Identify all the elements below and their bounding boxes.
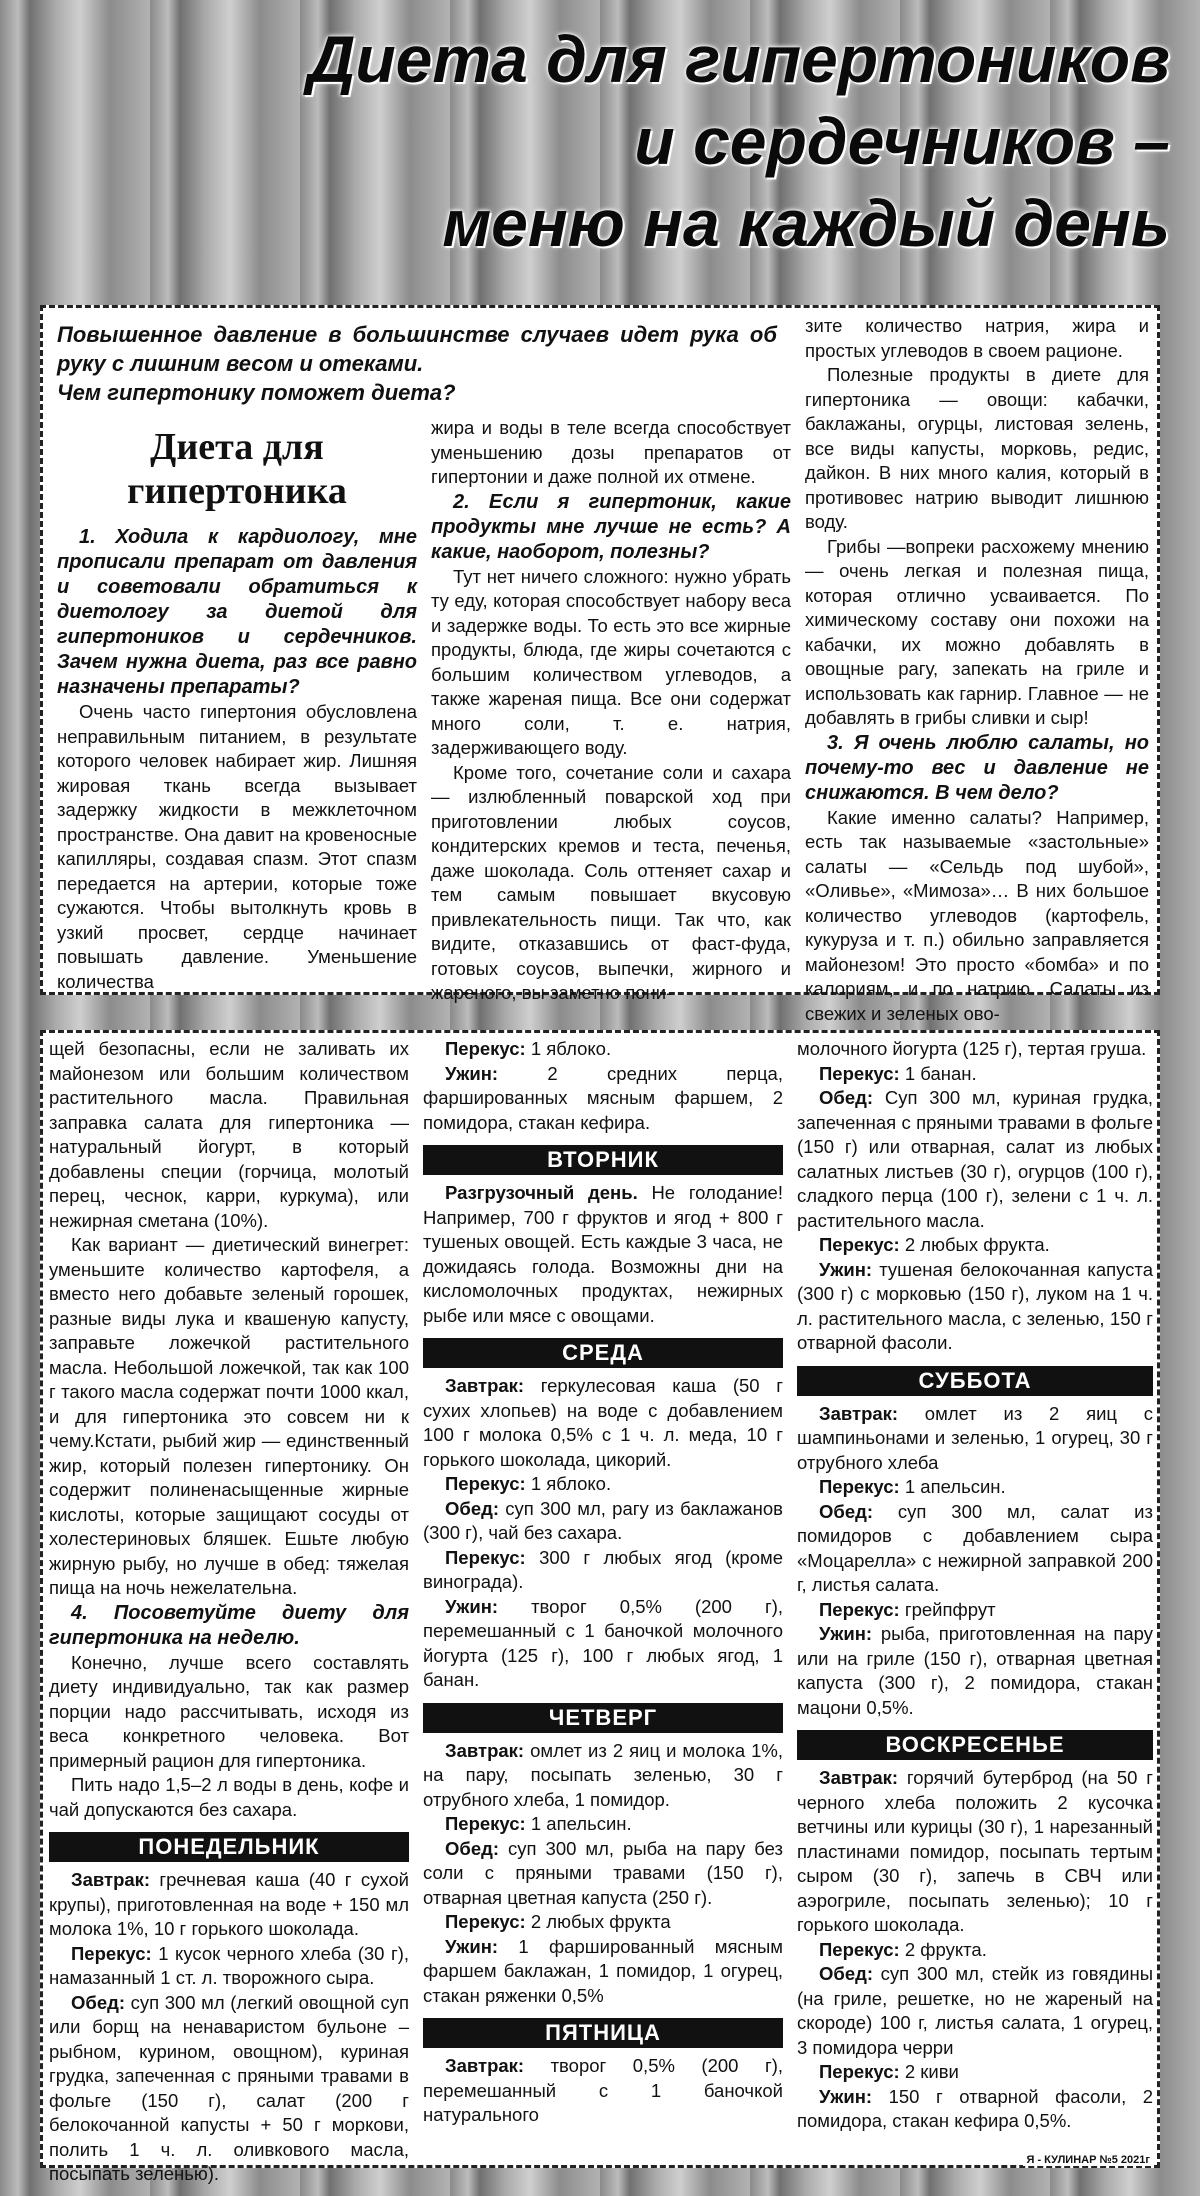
meal-label: Перекус: xyxy=(445,1546,526,1568)
meal-text: Не голодание! Например, 700 г фруктов и ягод + 800 г тушеных овощей. Есть каждые 3 часа, не дожидаясь голода. Возможны дни на кисломолочных продуктах, нежирных рыбе или мясе с овощами. xyxy=(423,1182,783,1326)
meal xyxy=(797,1086,1153,1233)
day-header-sunday: ВОСКРЕСЕНЬЕ xyxy=(797,1730,1153,1760)
meal-label: Перекус: xyxy=(71,1942,152,1964)
question: 1. Ходила к кардиологу, мне прописали препарат от давления и советовали обратиться к диетологу за диетой для гипертоников и сердечников. Зачем нужна диета, раз все равно назначены препараты? xyxy=(57,526,417,698)
day-header-saturday: СУББОТА xyxy=(797,1366,1153,1396)
day-header-thursday: ЧЕТВЕРГ xyxy=(423,1703,783,1733)
meal xyxy=(423,1497,783,1546)
headline xyxy=(10,18,1170,264)
meal-text: грейпфрут xyxy=(899,1598,996,1620)
bottom-column-1 xyxy=(49,1037,409,2184)
meal-text: 300 г любых ягод (кроме винограда). xyxy=(423,1546,783,1592)
lead xyxy=(57,320,777,407)
meal-text: 2 любых фрукта xyxy=(525,1911,671,1932)
paragraph: Конечно, лучше всего составлять диету индивидуально, так как размер порции надо рассчитывать, исходя из веса конкретного человека. Вот примерный рацион для гипертоника. xyxy=(49,1651,409,1771)
question: 2. Если я гипертоник, какие продукты мне лучше не есть? А какие, наоборот, полезны? xyxy=(431,490,791,563)
meal xyxy=(797,1962,1153,2060)
headline-line: и сердечников – xyxy=(634,104,1170,178)
day-header-wednesday: СРЕДА xyxy=(423,1338,783,1368)
meal-text: 2 фрукта. xyxy=(899,1938,987,1960)
meal xyxy=(797,1598,1153,1623)
meal-label: Ужин: xyxy=(445,1595,499,1617)
meal-label: Завтрак: xyxy=(819,1402,899,1424)
meal-label: Ужин: xyxy=(445,1062,499,1084)
meal xyxy=(797,1258,1153,1356)
meal xyxy=(423,1374,783,1472)
meal-label: Перекус: xyxy=(819,1062,900,1084)
meal xyxy=(49,1868,409,1942)
meal xyxy=(423,1062,783,1136)
meal-text: творог 0,5% (200 г), перемешанный с 1 баночкой натурального xyxy=(423,2055,783,2125)
meal-text: 2 средних перца, фаршированных мясным фаршем, 2 помидора, стакан кефира. xyxy=(423,1062,783,1133)
day-header-monday: ПОНЕДЕЛЬНИК xyxy=(49,1832,409,1862)
meal-text: 1 апельсин. xyxy=(899,1476,1006,1497)
meal xyxy=(797,1402,1153,1476)
meal-label: Перекус: xyxy=(819,1598,900,1620)
day-header-tuesday: ВТОРНИК xyxy=(423,1145,783,1175)
question: 4. Посоветуйте диету для гипертоника на неделю. xyxy=(49,1601,409,1649)
meal-label: Ужин: xyxy=(819,1623,873,1644)
paragraph: Какие именно салаты? Например, есть так называемые «застольные» салаты — «Сельдь под шубой», «Оливье», «Мимоза»… В них большое количество углеводов (картофель, кукуруза и т. п.) обильно заправляется майонезом! Это просто «бомба» и по калориям, и по натрию. Салаты из свежих и зеленых ово- xyxy=(805,806,1149,1024)
meal xyxy=(49,1942,409,1991)
paragraph: Очень часто гипертония обусловлена неправильным питанием, в результате которого человек набирает жир. Лишняя жировая ткань всегда вызывает задержку жидкости в межклеточном пространстве. Она давит на кровеносные капилляры, создавая спазм. Этот спазм передается на артерии, которые тоже сужаются. Чтобы вытолкнуть кровь в узкий просвет, сердце начинает повышать давление. Уменьшение количества xyxy=(57,701,417,992)
meal-text: суп 300 мл (легкий овощной суп или борщ на ненаваристом бульоне – рыбном, курином, овощном), куриная грудка, запеченная с пряными травами в фольге (150 г), салат (200 г белокочанной капусты + 50 г моркови, полить 1 ч. л. оливкового масла, посыпать зеленью). xyxy=(49,1991,409,2184)
meal-text: рыба, приготовленная на пару или на гриле (150 г), отварная цветная капуста (300 г), 2 помидора, стакан мацони 0,5%. xyxy=(797,1623,1153,1718)
meal-label: Обед: xyxy=(445,1497,500,1519)
meal-label: Обед: xyxy=(445,1837,500,1859)
meal-text: горячий бутерброд (на 50 г черного хлеба положить 2 кусочка ветчины или курицы (30 г), 1 нарезанный пластинами помидор, посыпать тертым сыром (30 г), запечь в СВЧ или аэрогриле, посыпать зеленью); 10 г горького шоколада. xyxy=(797,1767,1153,1935)
top-column-3 xyxy=(805,314,1149,1024)
meal xyxy=(423,1181,783,1328)
meal xyxy=(49,1991,409,2187)
meal-text: 2 киви xyxy=(899,2061,959,2082)
meal-label: Обед: xyxy=(819,1087,874,1108)
paragraph: Пить надо 1,5–2 л воды в день, кофе и чай допускаются без сахара. xyxy=(49,1774,409,1820)
meal-text: 1 кусок черного хлеба (30 г), намазанный 1 ст. л. творожного сыра. xyxy=(49,1942,409,1988)
paragraph: молочного йогурта (125 г), тертая груша. xyxy=(797,1038,1147,1059)
meal-label: Завтрак: xyxy=(71,1869,151,1890)
lead-line: Чем гипертонику поможет диета? xyxy=(57,380,456,405)
meal-label: Перекус: xyxy=(445,1911,526,1932)
title-area xyxy=(0,0,1200,305)
question: 3. Я очень люблю салаты, но почему-то вес и давление не снижаются. В чем дело? xyxy=(805,731,1149,804)
meal xyxy=(423,1739,783,1813)
paragraph: жира и воды в теле всегда способствует уменьшению дозы препаратов от гипертонии и даже полной их отмене. xyxy=(431,417,791,487)
meal-label: Ужин: xyxy=(819,2085,873,2107)
paragraph: зите количество натрия, жира и простых углеводов в своем рационе. xyxy=(805,315,1149,361)
meal xyxy=(423,1472,783,1497)
meal xyxy=(423,1935,783,2009)
meal-text: 1 апельсин. xyxy=(525,1813,632,1834)
meal-text: 1 яблоко. xyxy=(525,1038,612,1059)
meal-text: 1 фаршированный мясным фаршем баклажан, 1 помидор, 1 огурец, стакан ряженки 0,5% xyxy=(423,1935,783,2006)
meal-text: Суп 300 мл, куриная грудка, запеченная с пряными травами в фольге (150 г) или отварная, салат из любых салатных листьев (30 г), огурцов (100 г), сладкого перца (100 г), зелени с 1 ч. л. растительного масла. xyxy=(797,1087,1153,1231)
meal-text: омлет из 2 яиц и молока 1%, на пару, посыпать зеленью, 30 г отрубного хлеба, 1 помидор. xyxy=(423,1739,783,1810)
page-footer: Я - КУЛИНАР №5 2021г xyxy=(1023,2154,1155,2166)
meal-label: Перекус: xyxy=(819,1476,900,1497)
meal-label: Завтрак: xyxy=(445,1375,525,1396)
meal-label: Обед: xyxy=(819,1500,874,1522)
bottom-column-3 xyxy=(797,1037,1153,2165)
meal-label: Перекус: xyxy=(445,1473,526,1494)
meal-text: гречневая каша (40 г сухой крупы), приготовленная на воде + 150 мл молока 1%, 10 г горького шоколада. xyxy=(49,1869,409,1939)
intro-panel xyxy=(40,305,1160,1024)
meal xyxy=(797,1475,1153,1500)
meal xyxy=(423,1595,783,1693)
meal-text: омлет из 2 яиц с шампиньонами и зеленью, 1 огурец, 30 г отрубного хлеба xyxy=(797,1402,1153,1473)
meal-text: тушеная белокочанная капуста (300 г) с морковью (150 г), луком на 1 ч. л. растительного масла, с зеленью, 150 г отварной фасоли. xyxy=(797,1258,1153,1353)
meal xyxy=(423,1546,783,1595)
meal-label: Разгрузочный день. xyxy=(445,1182,638,1203)
menu-panel xyxy=(40,1030,1160,2184)
meal-text: творог 0,5% (200 г), перемешанный с 1 баночкой молочного йогурта (125 г), 100 г любых ягод, 1 банан. xyxy=(423,1595,783,1690)
meal-label: Завтрак: xyxy=(445,2055,525,2076)
meal-label: Ужин: xyxy=(445,1935,499,1957)
meal xyxy=(797,1766,1153,1938)
paragraph: щей безопасны, если не заливать их майонезом или большим количеством растительного масла. Правильная заправка салата для гипертоника — натуральный йогурт, в который добавлены специи (горчица, молотый перец, чеснок, карри, куркума), или нежирная сметана (10%). xyxy=(49,1038,409,1231)
meal-label: Обед: xyxy=(819,1963,874,1984)
meal-label: Перекус: xyxy=(819,1938,900,1960)
meal-text: 1 банан. xyxy=(899,1062,977,1084)
meal xyxy=(797,2060,1153,2085)
meal-text: суп 300 мл, салат из помидоров с добавлением сыра «Моцарелла» с нежирной заправкой 200 г, листья салата. xyxy=(797,1500,1153,1595)
bottom-column-2 xyxy=(423,1037,783,2165)
meal-label: Перекус: xyxy=(819,2061,900,2082)
meal-label: Завтрак: xyxy=(445,1739,525,1761)
meal xyxy=(797,1622,1153,1720)
top-column-1 xyxy=(57,403,417,992)
meal xyxy=(423,1910,783,1935)
meal xyxy=(797,1062,1153,1087)
meal-text: суп 300 мл, рыба на пару без соли с пряными травами (150 г), отварная цветная капуста (250 г). xyxy=(423,1837,783,1908)
meal-label: Завтрак: xyxy=(819,1767,899,1788)
meal-label: Ужин: xyxy=(819,1258,873,1280)
meal-label: Перекус: xyxy=(445,1813,526,1834)
meal-text: 2 любых фрукта. xyxy=(899,1234,1050,1255)
meal xyxy=(797,1938,1153,1963)
meal-text: суп 300 мл, стейк из говядины (на гриле, решетке, но не жареный на скороде) 100 г, листья салата, 1 огурец, 3 помидора черри xyxy=(797,1963,1153,2058)
meal-label: Перекус: xyxy=(445,1038,526,1059)
section-title: Диета для гипертоника xyxy=(127,426,347,512)
headline-line: Диета для гипертоников xyxy=(307,22,1170,96)
top-column-2 xyxy=(431,416,791,1003)
meal xyxy=(797,1233,1153,1258)
meal-text: 1 яблоко. xyxy=(525,1473,612,1494)
paragraph: Тут нет ничего сложного: нужно убрать ту еду, которая способствует набору веса и задержке воды. То есть это все жирные продукты, блюда, где жиры сочетаются с большим количеством углеводов, а также жареная пища. Все они содержат много соли, т. е. натрия, задерживающего воду. xyxy=(431,565,791,758)
meal xyxy=(423,1837,783,1911)
meal-label: Обед: xyxy=(71,1991,126,2013)
paragraph: Как вариант — диетический винегрет: уменьшите количество картофеля, а вместо него добавьте зеленый горошек, разные виды лука и квашеную капусту, заправьте ложечкой растительного масла. Небольшой ложечкой, так как 100 г такого масла содержат почти 1000 ккал, и для гипертоника это совсем ни к чему.Кстати, рыбий жир — единственный жир, который полезен гипертонику. Он содержит полиненасыщенные жирные кислоты, которые защищают сосуды от холестериновых бляшек. Ешьте любую жирную рыбу, но лучше в обед: тяжелая пища на ночь нежелательна. xyxy=(49,1234,409,1598)
meal xyxy=(797,2085,1153,2134)
paragraph: Кроме того, сочетание соли и сахара — излюбленный поварской ход при приготовлении любых соусов, кондитерских кремов и теста, печенья, даже шоколада. Соль оттеняет сахар и тем самым повышает вкусовую привлекательность пищи. Так что, как видите, отказавшись от фаст-фуда, готовых соусов, выпечки, жирного и жареного, вы заметно пони- xyxy=(431,761,791,1003)
day-header-friday: ПЯТНИЦА xyxy=(423,2018,783,2048)
meal-text: суп 300 мл, рагу из баклажанов (300 г), чай без сахара. xyxy=(423,1497,783,1543)
headline-line: меню на каждый день xyxy=(442,186,1170,260)
paragraph: Грибы —вопреки расхожему мнению — очень легкая и полезная пища, которая отлично усваивается. По химическому составу они похожи на кабачки, их можно добавлять в овощные рагу, запекать на гриле и использовать как гарнир. Главное — не добавлять в грибы сливки и сыр! xyxy=(805,535,1149,728)
meal xyxy=(797,1500,1153,1598)
meal-text: 150 г отварной фасоли, 2 помидора, стакан кефира 0,5%. xyxy=(797,2085,1153,2131)
meal xyxy=(423,1037,783,1062)
meal xyxy=(423,2054,783,2128)
meal-label: Перекус: xyxy=(819,1234,900,1255)
meal xyxy=(423,1812,783,1837)
meal-text: геркулесовая каша (50 г сухих хлопьев) на воде с добавлением 100 г молока 0,5% с 1 ч. л. меда, 10 г горького шоколада, цикорий. xyxy=(423,1375,783,1470)
paragraph: Полезные продукты в диете для гипертоника — овощи: кабачки, баклажаны, огурцы, листовая зелень, все виды капусты, морковь, редис, дайкон. В них много калия, который в противовес натрию выводит лишнюю воду. xyxy=(805,364,1149,532)
lead-line: Повышенное давление в большинстве случаев идет рука об руку с лишним весом и отеками. xyxy=(57,322,777,376)
